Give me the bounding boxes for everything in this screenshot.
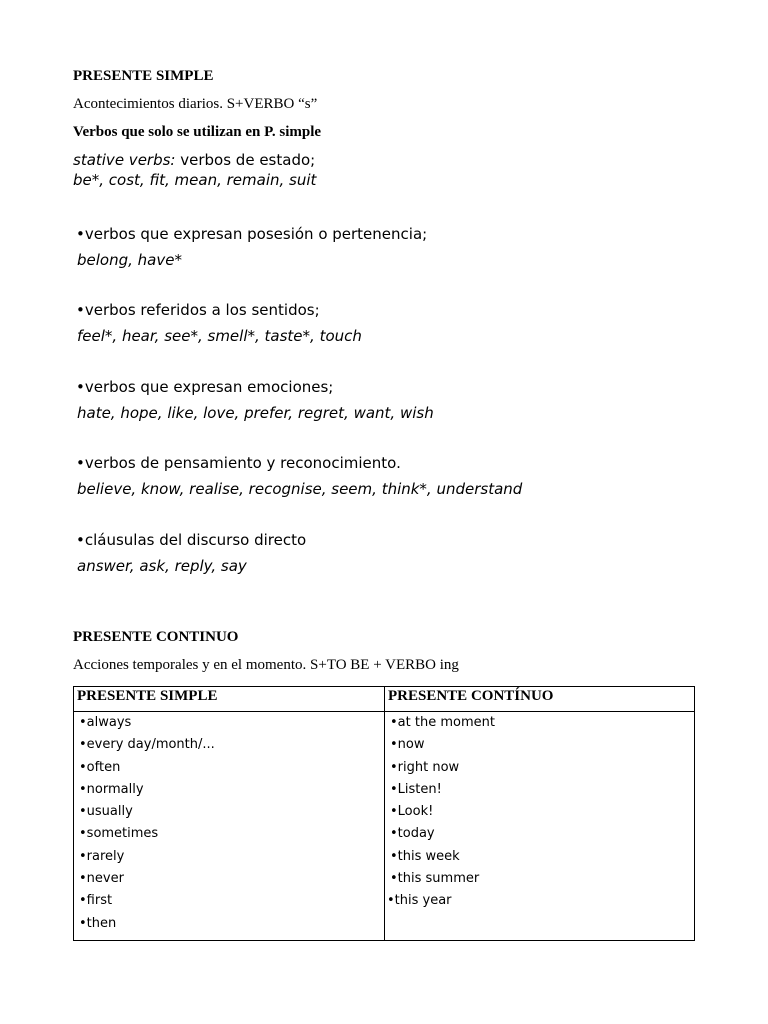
group-posesion-examples: belong, have*: [77, 251, 182, 269]
list-item: •often: [79, 759, 121, 775]
comparison-table: [73, 686, 695, 941]
group-sentidos-examples: feel*, hear, see*, smell*, taste*, touch: [77, 327, 362, 345]
table-cell-simple-markers: [74, 712, 385, 941]
group-emociones-label: •verbos que expresan emociones;: [76, 378, 334, 396]
group-discurso-label: •cláusulas del discurso directo: [76, 531, 307, 549]
presente-simple-description: Acontecimientos diarios. S+VERBO “s”: [73, 96, 318, 112]
group-pensamiento-examples: believe, know, realise, recognise, seem, think*, understand: [77, 480, 523, 498]
list-item: •Look!: [390, 804, 434, 820]
list-item: •rarely: [79, 848, 125, 864]
simple-markers-list: [74, 712, 384, 937]
subheading-verbos-solo-simple: Verbos que solo se utilizan en P. simple: [73, 124, 322, 140]
continuo-markers-list: [385, 712, 694, 915]
list-item: •never: [79, 871, 124, 887]
list-item: •Listen!: [390, 781, 442, 797]
list-item: •right now: [390, 759, 460, 775]
list-item: •at the moment: [390, 715, 495, 730]
group-emociones-examples: hate, hope, like, love, prefer, regret, want, wish: [77, 404, 434, 422]
stative-verbs-text: verbos de estado;: [175, 151, 316, 169]
table-header-presente-continuo: PRESENTE CONTÍNUO: [385, 687, 695, 712]
list-item: •usually: [79, 804, 133, 820]
table-cell-continuo-markers: [385, 712, 695, 941]
list-item: •normally: [79, 781, 144, 797]
table-header-row: [74, 687, 695, 712]
list-item: •this year: [387, 893, 452, 909]
group-posesion-label: •verbos que expresan posesión o pertenencia;: [76, 225, 428, 243]
list-item: •always: [79, 715, 132, 730]
section-heading-presente-continuo: PRESENTE CONTINUO: [73, 629, 239, 645]
table-header-presente-simple: PRESENTE SIMPLE: [74, 687, 385, 712]
list-item: •sometimes: [79, 826, 159, 842]
stative-verbs-line: [73, 151, 315, 169]
list-item: •this week: [390, 848, 460, 864]
list-item: •now: [390, 737, 425, 753]
list-item: •then: [79, 915, 117, 931]
group-sentidos-label: •verbos referidos a los sentidos;: [76, 301, 320, 319]
group-discurso-examples: answer, ask, reply, say: [77, 557, 247, 575]
list-item: •today: [390, 826, 435, 842]
presente-continuo-description: Acciones temporales y en el momento. S+TO BE + VERBO ing: [73, 657, 459, 673]
list-item: •first: [79, 893, 113, 909]
list-item: •this summer: [390, 871, 480, 887]
stative-verbs-label: stative verbs:: [73, 151, 176, 169]
table-body-row: [74, 712, 695, 941]
group-pensamiento-label: •verbos de pensamiento y reconocimiento.: [76, 454, 401, 472]
section-heading-presente-simple: PRESENTE SIMPLE: [73, 68, 214, 84]
list-item: •every day/month/...: [79, 737, 215, 753]
stative-verbs-examples: be*, cost, fit, mean, remain, suit: [73, 171, 317, 189]
